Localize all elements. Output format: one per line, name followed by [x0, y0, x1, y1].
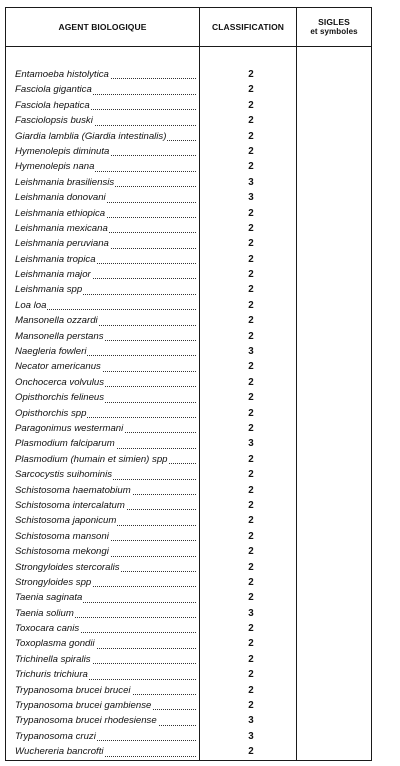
agent-row — [6, 513, 199, 528]
agent-name: Leishmania spp — [15, 284, 83, 296]
classification-value: 2 — [248, 422, 254, 434]
classification-value: 2 — [248, 145, 254, 157]
agent-row — [6, 590, 199, 605]
classification-value: 2 — [248, 115, 254, 127]
header-sigles-line1: SIGLES — [318, 17, 350, 27]
classification-value: 2 — [248, 499, 254, 511]
agent-name: Fasciola hepatica — [15, 99, 90, 111]
agent-name: Plasmodium falciparum — [15, 438, 115, 450]
agent-name: Opisthorchis spp — [15, 407, 87, 419]
agent-name: Paragonimus westermani — [15, 422, 124, 434]
classification-value: 2 — [248, 392, 254, 404]
agent-name: Taenia solium — [15, 607, 74, 619]
agent-name: Leishmania ethiopica — [15, 207, 106, 219]
agent-row — [6, 113, 199, 128]
agent-row — [6, 544, 199, 559]
agent-row — [6, 144, 199, 159]
agent-name: Trypanosoma brucei rhodesiense — [15, 715, 157, 727]
classification-value: 3 — [248, 730, 254, 742]
agent-row — [6, 175, 199, 190]
agent-name: Naegleria fowleri — [15, 346, 87, 358]
agent-name: Taenia saginata — [15, 592, 83, 604]
classification-value: 3 — [248, 438, 254, 450]
agent-row — [6, 206, 199, 221]
classification-value: 2 — [248, 638, 254, 650]
classification-value: 2 — [248, 484, 254, 496]
classification-value: 2 — [248, 284, 254, 296]
agent-name: Leishmania mexicana — [15, 222, 108, 234]
agent-name: Schistosoma intercalatum — [15, 499, 125, 511]
agent-row — [6, 267, 199, 282]
agent-name: Schistosoma japonicum — [15, 515, 117, 527]
classification-value: 2 — [248, 99, 254, 111]
agent-name: Trypanosoma brucei brucei — [15, 684, 131, 696]
classification-value: 2 — [248, 269, 254, 281]
header-sigles — [297, 8, 372, 47]
classification-value: 2 — [248, 623, 254, 635]
agent-name: Schistosoma haematobium — [15, 484, 131, 496]
classification-value: 2 — [248, 407, 254, 419]
agent-row — [6, 82, 199, 97]
agent-row — [6, 129, 199, 144]
header-classification: CLASSIFICATION — [200, 8, 297, 47]
agent-name: Hymenolepis diminuta — [15, 145, 110, 157]
classification-value: 2 — [248, 700, 254, 712]
agent-name: Plasmodium (humain et simien) spp — [15, 453, 168, 465]
classification-value: 2 — [248, 469, 254, 481]
agent-row — [6, 621, 199, 636]
classification-value: 3 — [248, 176, 254, 188]
agent-name: Schistosoma mansoni — [15, 530, 109, 542]
agent-name: Leishmania peruviana — [15, 238, 109, 250]
agent-name: Trichuris trichiura — [15, 669, 88, 681]
agent-name: Fasciola gigantica — [15, 84, 92, 96]
sigles-column — [297, 47, 372, 761]
classification-value: 2 — [248, 238, 254, 250]
agent-name: Mansonella perstans — [15, 330, 104, 342]
agent-row — [6, 67, 199, 82]
agent-name: Strongyloides stercoralis — [15, 561, 120, 573]
classification-value: 2 — [248, 315, 254, 327]
agent-row — [6, 636, 199, 651]
agent-row — [6, 452, 199, 467]
agent-row — [6, 236, 199, 251]
agent-name: Trichinella spiralis — [15, 653, 91, 665]
agent-name: Loa loa — [15, 299, 47, 311]
header-agent: AGENT BIOLOGIQUE — [6, 8, 200, 47]
classification-value: 2 — [248, 684, 254, 696]
agent-row — [6, 498, 199, 513]
classification-value: 3 — [248, 715, 254, 727]
agent-row — [6, 98, 199, 113]
classification-value: 2 — [248, 253, 254, 265]
classification-value: 2 — [248, 515, 254, 527]
classification-value: 2 — [248, 299, 254, 311]
agent-name: Leishmania brasiliensis — [15, 176, 115, 188]
agent-row — [6, 344, 199, 359]
agent-name: Trypanosoma brucei gambiense — [15, 700, 152, 712]
agent-name: Toxocara canis — [15, 623, 80, 635]
biological-agents-table — [5, 7, 372, 761]
header-sigles-line2: et symboles — [310, 27, 358, 36]
agent-row — [6, 606, 199, 621]
classification-value: 2 — [248, 69, 254, 80]
agent-row — [6, 221, 199, 236]
classification-value: 2 — [248, 746, 254, 758]
classification-value: 2 — [248, 222, 254, 234]
classification-value: 2 — [248, 576, 254, 588]
classification-value: 2 — [248, 546, 254, 558]
agent-name: Entamoeba histolytica — [15, 69, 109, 80]
agent-name: Opisthorchis felineus — [15, 392, 105, 404]
agent-row — [6, 390, 199, 405]
agent-row — [6, 313, 199, 328]
agent-row — [6, 375, 199, 390]
agent-row — [6, 652, 199, 667]
agent-name: Giardia lamblia (Giardia intestinalis) — [15, 130, 167, 142]
classification-column — [200, 47, 297, 761]
agent-row — [6, 713, 199, 728]
agent-row — [6, 483, 199, 498]
agent-name: Leishmania tropica — [15, 253, 96, 265]
classification-value: 2 — [248, 161, 254, 173]
classification-value: 2 — [248, 376, 254, 388]
agent-name: Fasciolopsis buski — [15, 115, 93, 127]
agent-name: Trypanosoma cruzi — [15, 730, 96, 742]
classification-value: 2 — [248, 530, 254, 542]
agent-row — [6, 282, 199, 297]
agent-row — [6, 436, 199, 451]
agent-name: Mansonella ozzardi — [15, 315, 98, 327]
agent-row — [6, 298, 199, 313]
agent-name: Toxoplasma gondii — [15, 638, 95, 650]
classification-value: 2 — [248, 130, 254, 142]
agent-row — [6, 667, 199, 682]
agent-row — [6, 406, 199, 421]
agent-row — [6, 575, 199, 590]
agent-name: Hymenolepis nana — [15, 161, 95, 173]
agent-row — [6, 190, 199, 205]
agent-name: Sarcocystis suihominis — [15, 469, 113, 481]
agent-row — [6, 359, 199, 374]
classification-value: 2 — [248, 561, 254, 573]
classification-value: 3 — [248, 607, 254, 619]
agent-row — [6, 329, 199, 344]
agent-row — [6, 744, 199, 759]
agent-row — [6, 159, 199, 174]
agent-name: Strongyloides spp — [15, 576, 92, 588]
agent-name: Wuchereria bancrofti — [15, 746, 104, 758]
classification-value: 2 — [248, 84, 254, 96]
agent-row — [6, 529, 199, 544]
classification-value: 2 — [248, 592, 254, 604]
classification-value: 2 — [248, 669, 254, 681]
agent-name: Onchocerca volvulus — [15, 376, 105, 388]
agent-row — [6, 252, 199, 267]
agent-row — [6, 421, 199, 436]
table-body-row — [6, 47, 372, 761]
agent-name: Leishmania donovani — [15, 192, 106, 204]
classification-value: 2 — [248, 361, 254, 373]
agent-row — [6, 698, 199, 713]
classification-value: 2 — [248, 653, 254, 665]
agent-row — [6, 560, 199, 575]
classification-value: 2 — [248, 207, 254, 219]
classification-value: 3 — [248, 346, 254, 358]
classification-value: 2 — [248, 330, 254, 342]
agent-row — [6, 683, 199, 698]
agent-column — [6, 47, 200, 761]
classification-value: 3 — [248, 192, 254, 204]
agent-name: Leishmania major — [15, 269, 91, 281]
table-header-row — [6, 8, 372, 47]
agent-name: Schistosoma mekongi — [15, 546, 109, 558]
classification-value: 2 — [248, 453, 254, 465]
agent-row — [6, 729, 199, 744]
agent-name: Necator americanus — [15, 361, 101, 373]
agent-row — [6, 467, 199, 482]
